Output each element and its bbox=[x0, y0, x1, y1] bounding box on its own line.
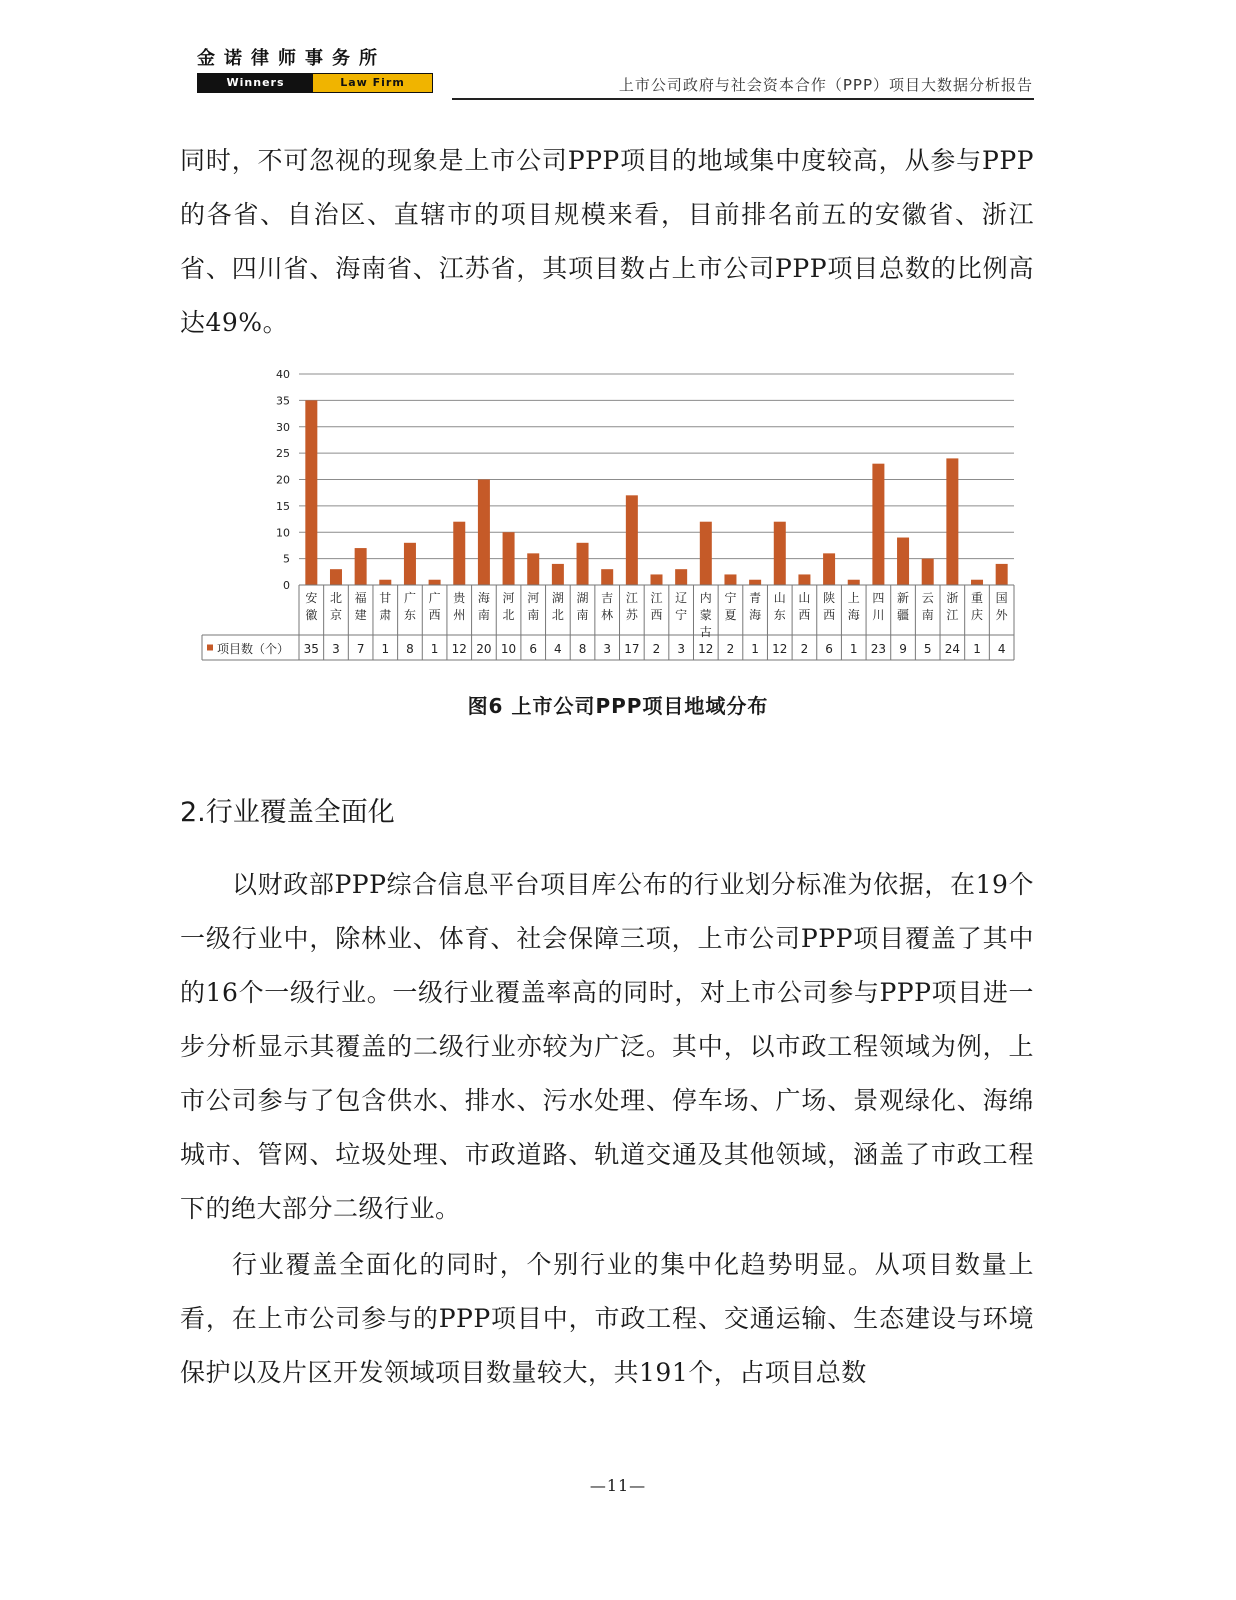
bar bbox=[922, 559, 934, 585]
x-category-label: 河 bbox=[527, 591, 540, 605]
x-category-label: 云 bbox=[921, 591, 934, 605]
x-category-label: 青 bbox=[749, 591, 762, 605]
x-category-label: 山 bbox=[798, 591, 811, 605]
bar bbox=[749, 580, 761, 585]
x-category-label: 肃 bbox=[379, 608, 392, 622]
bar bbox=[577, 543, 589, 585]
data-label: 8 bbox=[578, 642, 587, 656]
section-heading: 2.行业覆盖全面化 bbox=[180, 797, 395, 828]
data-label: 7 bbox=[356, 642, 365, 656]
data-label: 35 bbox=[303, 642, 319, 656]
x-category-label: 江 bbox=[650, 591, 663, 605]
data-label: 3 bbox=[603, 642, 612, 656]
x-category-label: 甘 bbox=[379, 591, 392, 605]
report-title: 上市公司政府与社会资本合作（PPP）项目大数据分析报告 bbox=[618, 76, 1033, 94]
chart-bars bbox=[305, 400, 1007, 585]
bar bbox=[404, 543, 416, 585]
bar bbox=[774, 522, 786, 585]
bar bbox=[503, 532, 515, 585]
data-label: 8 bbox=[406, 642, 414, 656]
data-label: 1 bbox=[849, 642, 858, 656]
bar bbox=[355, 548, 367, 585]
firm-logo bbox=[197, 48, 433, 93]
x-category-label: 东 bbox=[773, 608, 786, 622]
logo-en-law-firm: Law Firm bbox=[313, 74, 432, 92]
x-category-label: 上 bbox=[847, 591, 860, 605]
x-category-label: 国 bbox=[995, 591, 1008, 605]
x-category-label: 内 bbox=[699, 591, 712, 605]
x-category-label: 海 bbox=[477, 591, 490, 605]
bar bbox=[848, 580, 860, 585]
data-label: 2 bbox=[726, 642, 735, 656]
x-category-label: 福 bbox=[354, 591, 367, 605]
x-category-label: 东 bbox=[403, 608, 416, 622]
x-category-label: 古 bbox=[699, 625, 712, 639]
bar bbox=[872, 464, 884, 585]
data-label: 4 bbox=[997, 642, 1006, 656]
x-category-label: 陕 bbox=[823, 591, 836, 605]
bar bbox=[429, 580, 441, 585]
data-label: 2 bbox=[652, 642, 661, 656]
x-category-label: 苏 bbox=[625, 608, 638, 622]
data-label: 5 bbox=[923, 642, 932, 656]
header-rule bbox=[452, 98, 1034, 100]
x-category-label: 西 bbox=[798, 608, 811, 622]
y-tick-label: 20 bbox=[276, 473, 290, 487]
bar bbox=[897, 538, 909, 585]
x-category-label: 江 bbox=[625, 591, 638, 605]
x-category-label: 新 bbox=[897, 591, 910, 605]
bar bbox=[651, 574, 663, 585]
bar bbox=[724, 574, 736, 585]
data-label: 20 bbox=[476, 642, 492, 656]
x-category-label: 山 bbox=[773, 591, 786, 605]
x-category-label: 宁 bbox=[675, 608, 688, 622]
y-tick-label: 0 bbox=[283, 579, 290, 592]
bar bbox=[478, 480, 490, 586]
x-category-label: 河 bbox=[502, 591, 515, 605]
bar bbox=[946, 458, 958, 585]
chart-y-axis bbox=[276, 368, 290, 592]
x-category-label: 海 bbox=[749, 608, 762, 622]
x-category-label: 江 bbox=[946, 608, 959, 622]
bar bbox=[700, 522, 712, 585]
bar bbox=[305, 400, 317, 585]
data-label: 17 bbox=[624, 642, 640, 656]
data-label: 12 bbox=[698, 642, 714, 656]
data-label: 1 bbox=[430, 642, 439, 656]
x-category-label: 州 bbox=[453, 608, 466, 622]
paragraph-industry-concentration: 行业覆盖全面化的同时，个别行业的集中化趋势明显。从项目数量上看，在上市公司参与的PPP项目中，市政工程、交通运输、生态建设与环境保护以及片区开发领域项目数量较大，共191个，占项目总数 bbox=[180, 1250, 1034, 1387]
y-tick-label: 5 bbox=[283, 552, 290, 566]
x-category-label: 重 bbox=[971, 591, 984, 605]
data-label: 4 bbox=[554, 642, 562, 656]
x-category-label: 湖 bbox=[551, 591, 564, 605]
data-label: 1 bbox=[751, 642, 759, 656]
x-category-label: 北 bbox=[551, 608, 564, 622]
x-category-label: 浙 bbox=[946, 591, 959, 605]
x-category-label: 辽 bbox=[675, 591, 688, 605]
bar bbox=[823, 553, 835, 585]
data-label: 6 bbox=[529, 642, 538, 656]
data-label: 1 bbox=[973, 642, 981, 656]
logo-en-bar bbox=[197, 73, 433, 93]
bar bbox=[626, 495, 638, 585]
x-category-label: 庆 bbox=[971, 608, 984, 622]
y-tick-label: 15 bbox=[276, 499, 290, 513]
x-category-label: 西 bbox=[650, 608, 663, 622]
page-number: —11— bbox=[589, 1476, 647, 1495]
bar bbox=[675, 569, 687, 585]
x-category-label: 疆 bbox=[897, 608, 910, 622]
x-category-label: 广 bbox=[403, 591, 416, 605]
data-label: 6 bbox=[825, 642, 833, 656]
x-category-label: 安 bbox=[305, 591, 318, 605]
data-label: 10 bbox=[500, 642, 517, 656]
bar bbox=[601, 569, 613, 585]
bar bbox=[552, 564, 564, 585]
data-label: 3 bbox=[332, 642, 340, 656]
legend-series-name: 项目数（个） bbox=[217, 642, 290, 656]
x-category-label: 北 bbox=[502, 608, 515, 622]
x-category-label: 蒙 bbox=[699, 608, 712, 622]
figure-caption: 图6 上市公司PPP项目地域分布 bbox=[467, 694, 769, 718]
regional-distribution-chart bbox=[200, 362, 1020, 664]
data-label: 3 bbox=[677, 642, 685, 656]
bar bbox=[453, 522, 465, 585]
bar bbox=[798, 574, 810, 585]
legend-swatch bbox=[207, 645, 213, 651]
chart-data-table bbox=[202, 585, 1014, 660]
x-category-label: 西 bbox=[823, 608, 836, 622]
x-category-label: 西 bbox=[428, 608, 441, 622]
bar bbox=[971, 580, 983, 585]
bar bbox=[996, 564, 1008, 585]
data-label: 1 bbox=[381, 642, 390, 656]
x-category-label: 贵 bbox=[453, 591, 466, 605]
y-tick-label: 40 bbox=[276, 368, 290, 381]
paragraph-regional-concentration: 同时，不可忽视的现象是上市公司PPP项目的地域集中度较高，从参与PPP的各省、自治区、直辖市的项目规模来看，目前排名前五的安徽省、浙江省、四川省、海南省、江苏省，其项目数占上市公司PPP项目总数的比例高达49%。 bbox=[180, 146, 1034, 337]
x-category-label: 外 bbox=[995, 608, 1008, 622]
bar bbox=[527, 553, 539, 585]
x-category-label: 吉 bbox=[601, 591, 614, 605]
x-category-label: 建 bbox=[354, 608, 367, 622]
data-label: 23 bbox=[870, 642, 887, 656]
x-category-label: 南 bbox=[921, 608, 934, 622]
data-label: 12 bbox=[772, 642, 788, 656]
y-tick-label: 25 bbox=[276, 447, 290, 461]
y-tick-label: 35 bbox=[276, 394, 290, 408]
data-label: 9 bbox=[899, 642, 907, 656]
logo-cn-text: 金诺律师事务所 bbox=[197, 48, 386, 69]
x-category-label: 海 bbox=[847, 608, 860, 622]
x-category-label: 川 bbox=[872, 608, 885, 622]
y-tick-label: 30 bbox=[276, 420, 290, 434]
x-category-label: 林 bbox=[601, 608, 614, 622]
logo-en-winners: Winners bbox=[198, 74, 313, 92]
data-label: 24 bbox=[944, 642, 961, 656]
x-category-label: 南 bbox=[576, 608, 589, 622]
bar bbox=[379, 580, 391, 585]
page-header bbox=[0, 0, 1236, 110]
x-category-label: 京 bbox=[329, 608, 342, 622]
x-category-label: 广 bbox=[428, 591, 441, 605]
x-category-label: 四 bbox=[872, 591, 885, 605]
x-category-label: 北 bbox=[329, 591, 342, 605]
x-category-label: 湖 bbox=[576, 591, 589, 605]
x-category-label: 夏 bbox=[724, 608, 737, 622]
x-category-label: 南 bbox=[527, 608, 540, 622]
bar bbox=[330, 569, 342, 585]
data-label: 12 bbox=[451, 642, 467, 656]
x-category-label: 南 bbox=[477, 608, 490, 622]
x-category-label: 宁 bbox=[724, 591, 737, 605]
data-label: 2 bbox=[800, 642, 809, 656]
paragraph-industry-coverage: 以财政部PPP综合信息平台项目库公布的行业划分标准为依据，在19个一级行业中，除林业、体育、社会保障三项，上市公司PPP项目覆盖了其中的16个一级行业。一级行业覆盖率高的同时，对上市公司参与PPP项目进一步分析显示其覆盖的二级行业亦较为广泛。其中，以市政工程领域为例，上市公司参与了包含供水、排水、污水处理、停车场、广场、景观绿化、海绵城市、管网、垃圾处理、市政道路、轨道交通及其他领域，涵盖了市政工程下的绝大部分二级行业。 bbox=[180, 870, 1034, 1223]
x-category-label: 徽 bbox=[305, 608, 318, 622]
y-tick-label: 10 bbox=[276, 526, 290, 540]
